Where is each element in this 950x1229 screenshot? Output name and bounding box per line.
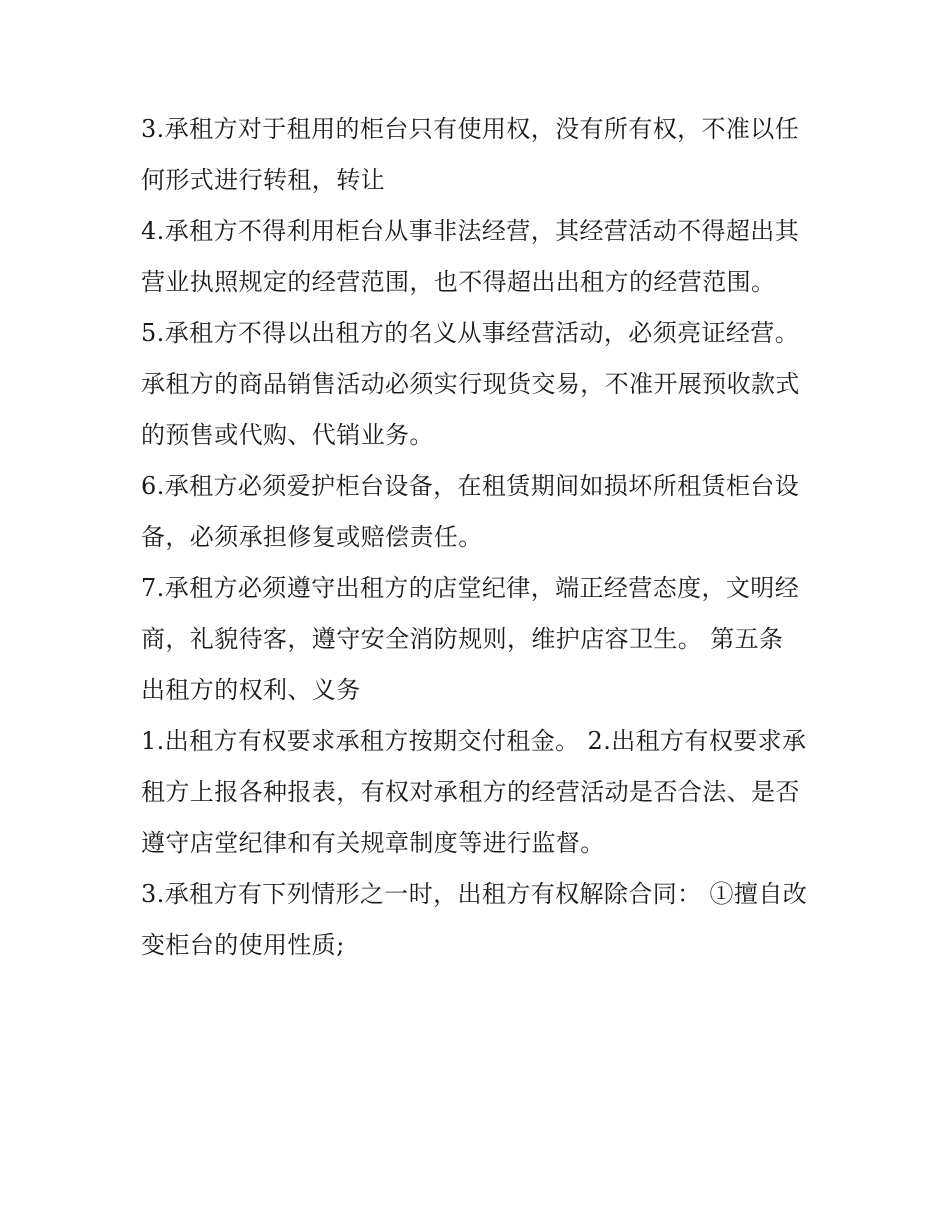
text-line: 营业执照规定的经营范围，也不得超出出租方的经营范围。 (141, 268, 776, 296)
text-line: 1.出租方有权要求承租方按期交付租金。 2.出租方有权要求承 (141, 727, 807, 755)
text-line: 3.承租方有下列情形之一时，出租方有权解除合同： ①擅自改 (141, 880, 808, 908)
text-line: 出租方的权利、义务 (141, 676, 361, 704)
contract-text (141, 104, 821, 971)
text-line: 6.承租方必须爱护柜台设备，在租赁期间如损坏所租赁柜台设 (141, 472, 800, 500)
text-line: 3.承租方对于租用的柜台只有使用权，没有所有权，不准以任 (141, 115, 800, 143)
text-line: 何形式进行转租，转让 (141, 166, 385, 194)
text-line: 租方上报各种报表，有权对承租方的经营活动是否合法、是否 (141, 778, 800, 806)
text-line: 7.承租方必须遵守出租方的店堂纪律，端正经营态度，文明经 (141, 574, 800, 602)
text-line: 遵守店堂纪律和有关规章制度等进行监督。 (141, 829, 605, 857)
text-line: 4.承租方不得利用柜台从事非法经营，其经营活动不得超出其 (141, 217, 800, 245)
text-line: 5.承租方不得以出租方的名义从事经营活动，必须亮证经营。 (141, 319, 800, 347)
text-line: 备，必须承担修复或赔偿责任。 (141, 523, 483, 551)
text-line: 变柜台的使用性质; (141, 931, 345, 959)
text-line: 承租方的商品销售活动必须实行现货交易，不准开展预收款式 (141, 370, 800, 398)
text-line: 的预售或代购、代销业务。 (141, 421, 434, 449)
text-line: 商，礼貌待客，遵守安全消防规则，维护店容卫生。 第五条 (141, 625, 784, 653)
